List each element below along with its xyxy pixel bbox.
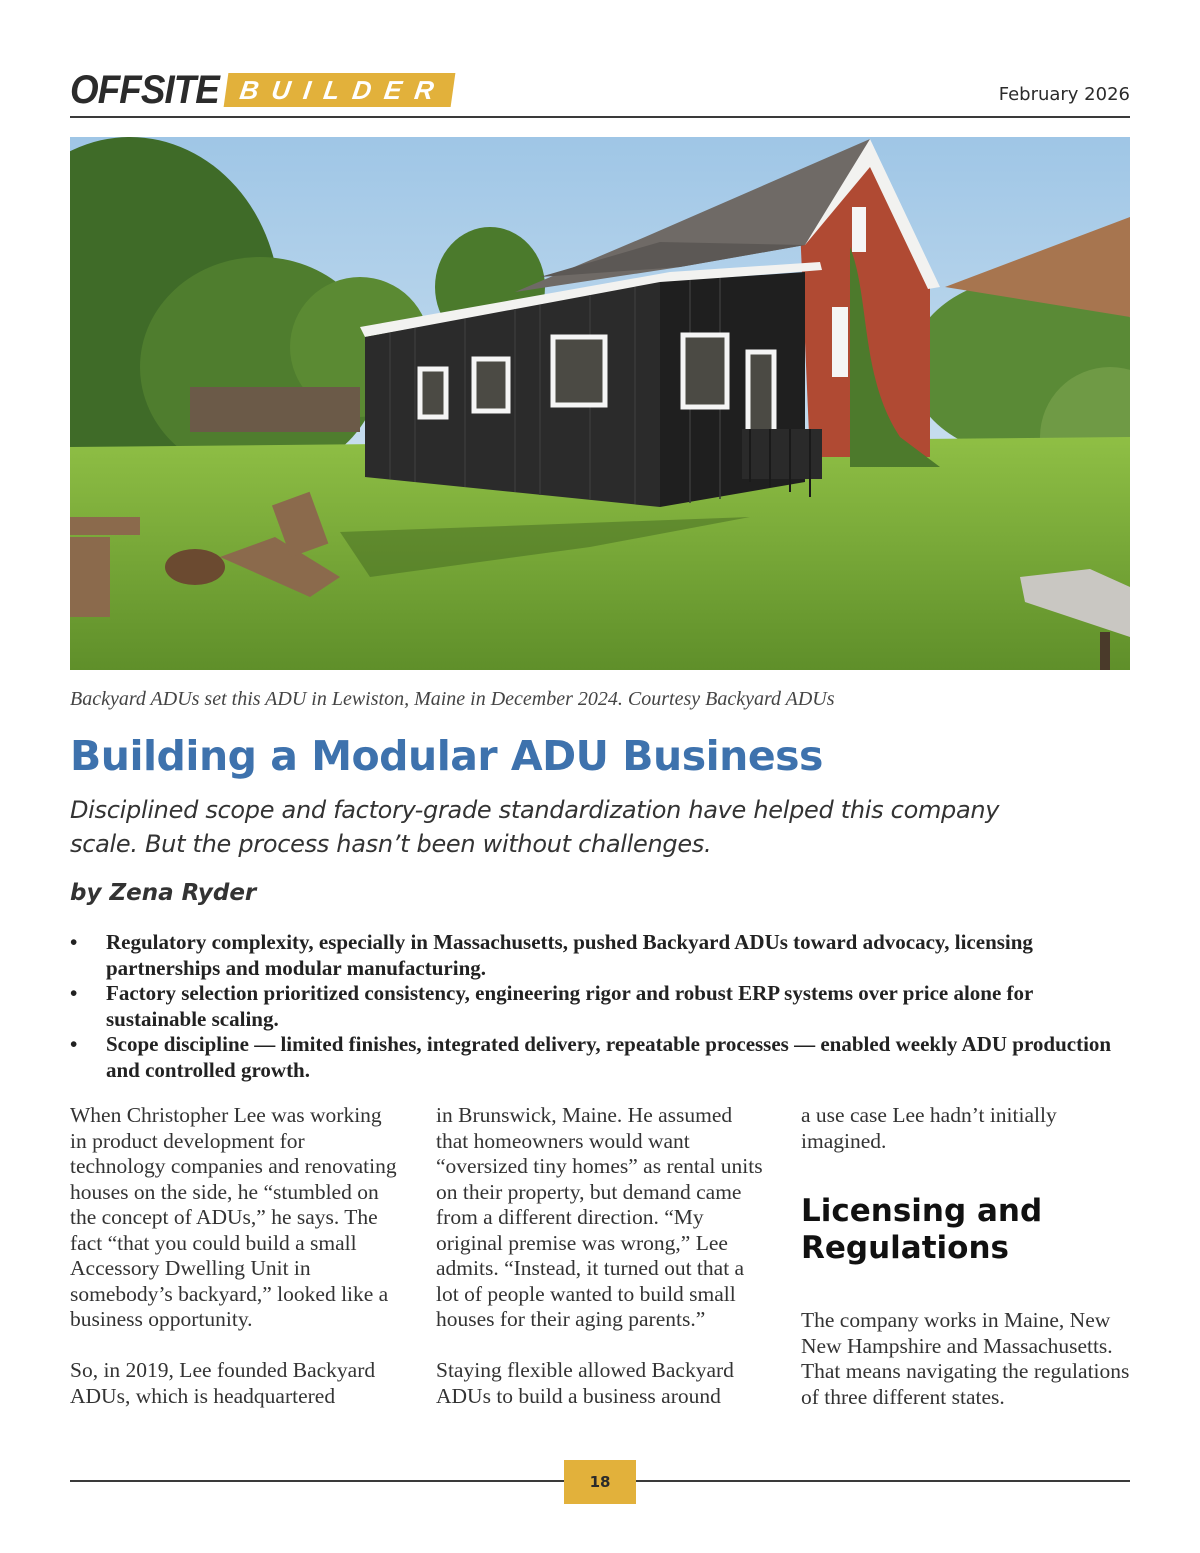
article-title: Building a Modular ADU Business [70,732,823,780]
body-paragraph: in Brunswick, Maine. He assumed that homeowners would want “oversized tiny homes” as rental units on their property, but demand came from a different direction. “My original premise was wrong,” Lee admits. “Instead, it turned out that a lot of people wanted to build small houses for their aging parents.” [436,1103,763,1331]
takeaway-text: Factory selection prioritized consistency, engineering rigor and robust ERP systems over price alone for sustainable scaling. [106,981,1033,1031]
page-number: 18 [564,1460,636,1504]
section-heading: Licensing and Regulations [801,1193,1043,1266]
bullet-marker: • [70,930,78,954]
takeaway-item [70,930,1130,981]
body-paragraph: a use case Lee hadn’t initially imagined. [801,1103,1057,1153]
body-paragraph: Staying flexible allowed Backyard ADUs to build a business around [436,1358,734,1408]
bullet-marker: • [70,1032,78,1056]
article-dek [70,793,1130,861]
byline: by Zena Ryder [70,880,257,906]
dek-line-2: scale. But the process hasn’t been without challenges. [70,830,712,858]
bullet-marker: • [70,981,78,1005]
issue-date: February 2026 [998,84,1130,105]
photo-adu-backyard-icon [70,137,1130,670]
takeaway-text: Scope discipline — limited finishes, integrated delivery, repeatable processes — enabled weekly ADU production and controlled growth. [106,1032,1112,1082]
body-paragraph: The company works in Maine, New New Hampshire and Massachusetts. That means navigating the regulations of three different states. [801,1308,1130,1409]
takeaway-text: Regulatory complexity, especially in Massachusetts, pushed Backyard ADUs toward advocacy, licensing partnerships and modular manufacturing. [106,930,1033,980]
masthead [70,70,1130,118]
hero-photo [70,137,1130,670]
photo-caption: Backyard ADUs set this ADU in Lewiston, Maine in December 2024. Courtesy Backyard ADUs [70,688,835,710]
body-paragraph: When Christopher Lee was working in product development for technology companies and renovating houses on the side, he “stumbled on the concept of ADUs,” he says. The fact “that you could build a small Accessory Dwelling Unit in somebody’s backyard,” looked like a business opportunity. [70,1103,397,1331]
publication-logo [70,70,452,110]
body-column-2 [436,1103,766,1409]
takeaway-item [70,981,1130,1032]
key-takeaways-list [70,930,1130,1083]
logo-word-builder: BUILDER [224,73,455,107]
body-column-1 [70,1103,400,1409]
takeaway-item [70,1032,1130,1083]
body-column-3 [801,1103,1131,1154]
dek-line-1: Disciplined scope and factory-grade standardization have helped this company [70,796,1000,824]
logo-word-offsite: OFFSITE [70,68,219,112]
body-paragraph: So, in 2019, Lee founded Backyard ADUs, which is headquartered [70,1358,376,1408]
